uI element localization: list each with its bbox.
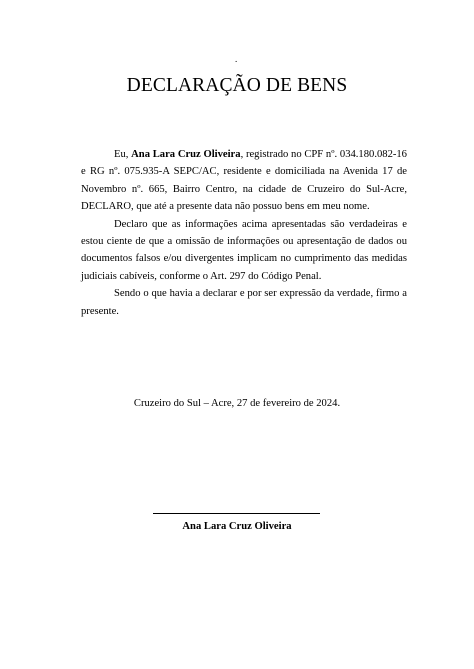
paragraph-identification-text: , registrado no CPF nº. 034.180.082-16 e RG nº. 075.935-A SEPC/AC, residente e domiciliada na Avenida 17 de Novembro nº. 665, Bairro Centro, na cidade de Cruzeiro do Sul-Acre, DECLARO, que até a presente data não possuo bens em meu nome. bbox=[81, 149, 407, 213]
top-mark: . bbox=[235, 54, 238, 64]
signature-line bbox=[153, 513, 320, 514]
paragraph-closing: Sendo o que havia a declarar e por ser expressão da verdade, firmo a presente. bbox=[81, 288, 407, 317]
signature-name: Ana Lara Cruz Oliveira bbox=[182, 521, 292, 532]
declaration-body bbox=[81, 146, 407, 320]
paragraph-intro: Eu, bbox=[114, 149, 132, 160]
paragraph-truthfulness: Declaro que as informações acima apresentadas são verdadeiras e estou ciente de que a omissão de informações ou apresentação de dados ou documentos falsos e/ou divergentes implicam no cumprimento das medidas judiciais cabíveis, conforme o Art. 297 do Código Penal. bbox=[81, 218, 407, 282]
paragraph-identification bbox=[81, 146, 407, 216]
declarant-name: Ana Lara Cruz Oliveira bbox=[131, 149, 241, 160]
place-and-date: Cruzeiro do Sul – Acre, 27 de fevereiro de 2024. bbox=[133, 398, 341, 409]
document-title: DECLARAÇÃO DE BENS bbox=[126, 75, 348, 96]
